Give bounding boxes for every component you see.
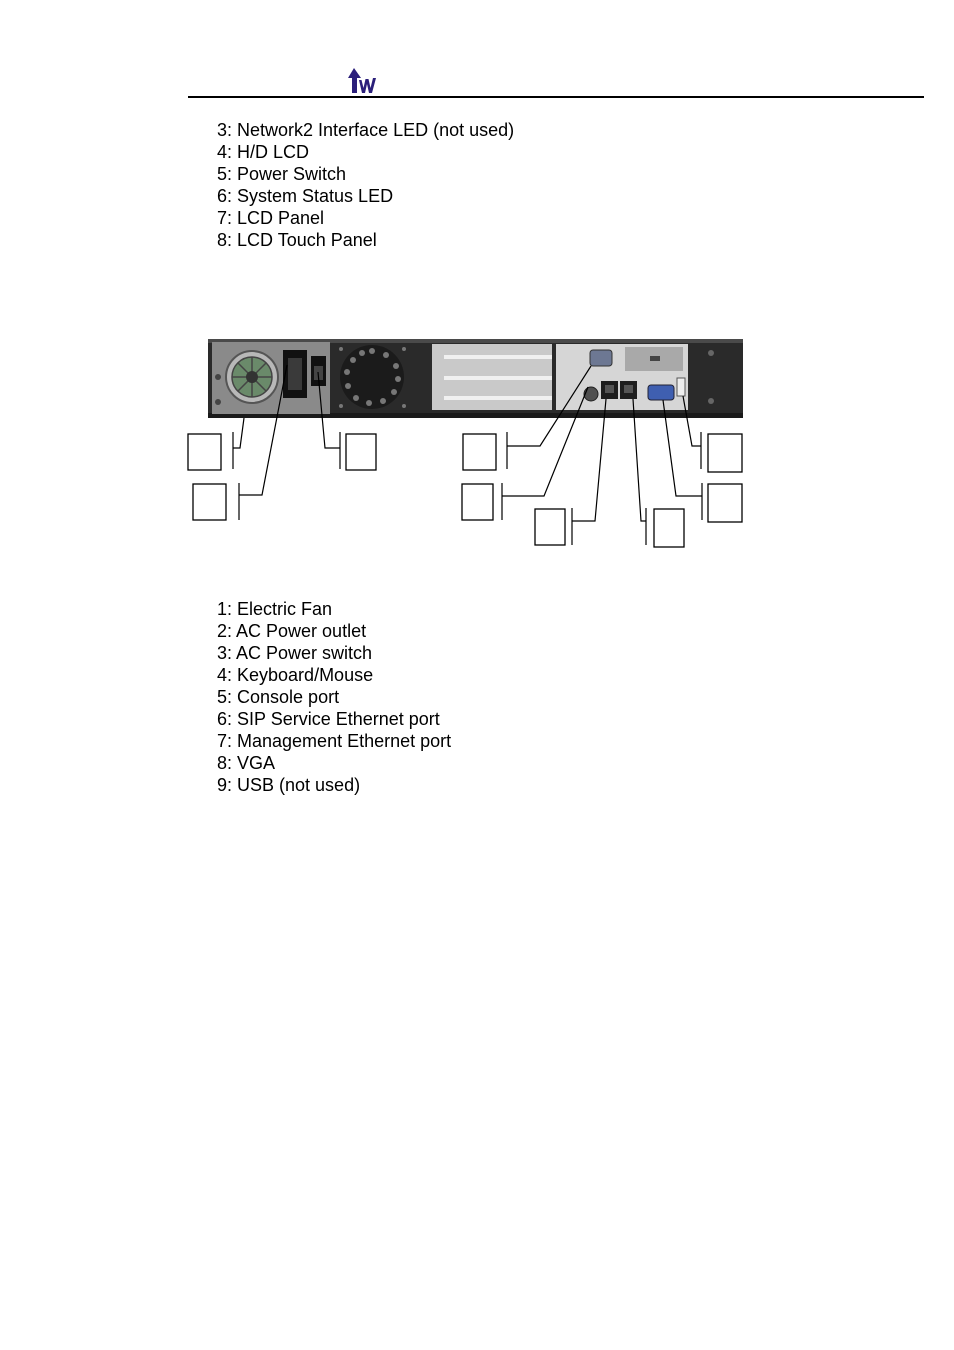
list-item: 3: Network2 Interface LED (not used) (217, 120, 515, 140)
rear-panel-photo (208, 339, 743, 418)
rear-panel-legend (217, 598, 451, 796)
list-item: 9: USB (not used) (217, 775, 361, 795)
callout-box-6 (535, 509, 565, 545)
list-item: 4: Keyboard/Mouse (217, 665, 374, 685)
io-shield (556, 344, 688, 410)
callout-box-5 (462, 484, 493, 520)
callout-box-7 (654, 509, 684, 547)
list-item: 8: LCD Touch Panel (217, 230, 377, 250)
list-item: 1: Electric Fan (217, 599, 333, 619)
expansion-slots (432, 344, 552, 410)
callout-box-3 (346, 434, 376, 470)
list-item: 6: System Status LED (217, 186, 394, 206)
list-item: 2: AC Power outlet (217, 621, 367, 641)
rear-panel-figure (0, 0, 954, 560)
list-item: 6: SIP Service Ethernet port (217, 709, 440, 729)
callout-box-2 (193, 484, 226, 520)
callout-box-1 (188, 434, 221, 470)
callout-box-9 (708, 434, 742, 472)
list-item: 8: VGA (217, 753, 276, 773)
list-item: 7: LCD Panel (217, 208, 325, 228)
callout-box-4 (463, 434, 496, 470)
list-item: 4: H/D LCD (217, 142, 310, 162)
list-item: 3: AC Power switch (217, 643, 373, 663)
list-item: 7: Management Ethernet port (217, 731, 452, 751)
list-item: 5: Console port (217, 687, 340, 707)
psu-section (212, 342, 330, 414)
callout-line-1 (233, 418, 244, 448)
callout-boxes (188, 434, 742, 547)
callout-box-8 (708, 484, 742, 522)
list-item: 5: Power Switch (217, 164, 347, 184)
